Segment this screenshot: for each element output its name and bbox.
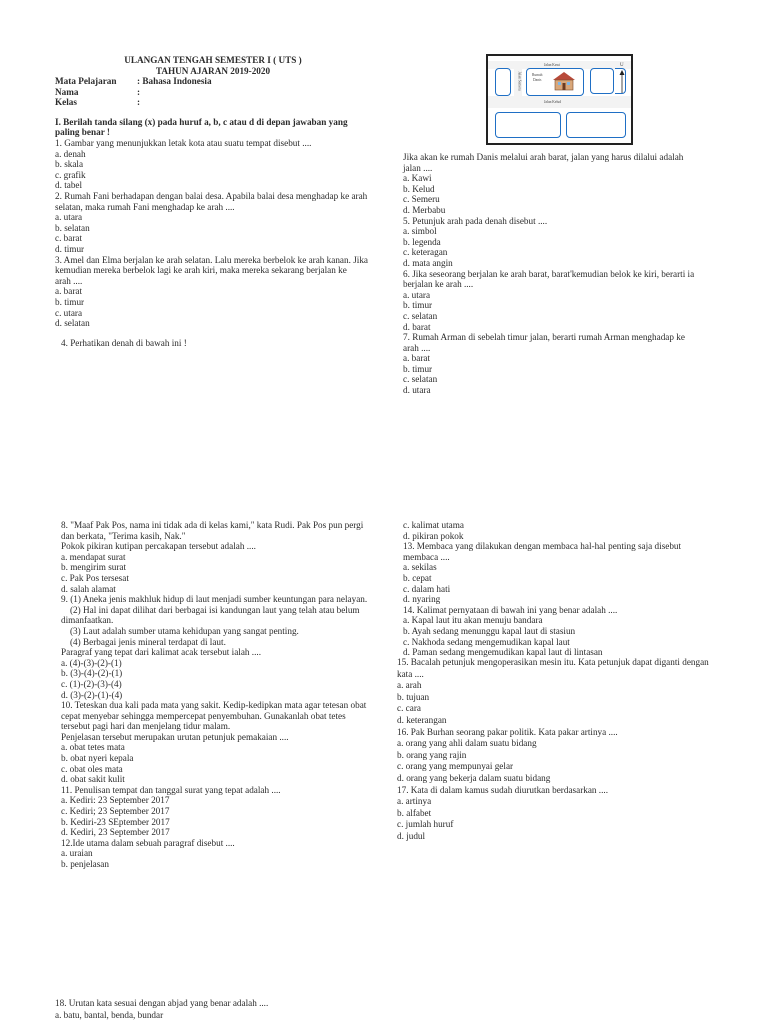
compass-arrow-icon <box>619 69 625 95</box>
block-bottom-left <box>495 112 561 138</box>
text-line: kata .... <box>397 668 424 679</box>
field-name <box>55 87 375 98</box>
option: c. jumlah huruf <box>397 819 454 830</box>
option: a. batu, bantal, benda, bundar <box>55 1009 164 1020</box>
field-value: : Bahasa Indonesia <box>137 76 212 87</box>
field-label: Mata Pelajaran <box>55 76 117 87</box>
road-mid-label: Jalan Kelud <box>544 100 562 104</box>
option: b. tujuan <box>397 691 430 702</box>
option: a. orang yang ahli dalam suatu bidang <box>397 738 537 749</box>
option: b. legenda <box>403 236 441 247</box>
text-line: arah .... <box>403 342 431 353</box>
house-label: Danis <box>533 78 542 82</box>
option: d. utara <box>403 385 431 396</box>
option: b. alfabet <box>397 807 432 818</box>
option: c. Nakhoda sedang mengemudikan kapal laut <box>403 636 570 647</box>
field-class <box>55 97 375 108</box>
text-line: 18. Urutan kata sesuai dengan abjad yang benar adalah .... <box>55 998 269 1008</box>
text-line: (3) Laut adalah sumber utama kehidupan yang sangat penting. <box>70 625 299 636</box>
option: d. mata angin <box>403 257 453 268</box>
questions-4-7 <box>403 152 694 396</box>
field-label: Nama <box>55 86 79 97</box>
text-line: 13. Membaca yang dilakukan dengan membaca hal-hal penting saja disebut <box>403 541 682 552</box>
text-line: arah .... <box>55 275 83 286</box>
map-figure <box>486 54 633 145</box>
text-line: (2) Hal ini dapat dilihat dari berbagai isi kandungan laut yang telah atau belum <box>70 604 360 615</box>
text-line: 17. Kata di dalam kamus sudah diurutkan berdasarkan .... <box>397 784 608 795</box>
exam-title: ULANGAN TENGAH SEMESTER I ( UTS ) <box>124 55 302 65</box>
text-line: 1. Gambar yang menunjukkan letak kota atau suatu tempat disebut .... <box>55 138 312 148</box>
option: b. timur <box>403 300 433 311</box>
text-line: cepat menyebar sehingga mempercepat penyembuhan. Gunakanlah obat tetes <box>61 710 346 721</box>
text-line: membaca .... <box>403 551 450 562</box>
text-line: dan berkata, "Terima kasih, Nak." <box>61 530 186 541</box>
field-value: : <box>137 86 141 97</box>
option: d. nyaring <box>403 594 441 605</box>
compass-label: U <box>620 63 624 68</box>
option: b. penjelasan <box>61 859 109 869</box>
text-line: selatan, maka rumah Fani menghadap ke arah .... <box>55 201 235 212</box>
option: c. orang yang mempunyai gelar <box>397 761 514 772</box>
option: a. obat tetes mata <box>61 742 125 753</box>
option: d. obat sakit kulit <box>61 774 125 785</box>
option: b. selatan <box>55 222 90 233</box>
text-line: 6. Jika seseorang berjalan ke arah barat, barat'kemudian belok ke kiri, berarti ia <box>403 268 695 279</box>
option: c. utara <box>55 307 83 318</box>
question-18 <box>55 998 268 1021</box>
block-bottom-right <box>566 112 626 138</box>
option: c. barat <box>55 233 83 244</box>
questions-15-17 <box>397 657 709 843</box>
road-left-label: Jalan Semeru <box>517 71 522 91</box>
option: a. Kapal laut itu akan menuju bandara <box>403 615 543 626</box>
option: d. timur <box>55 243 85 254</box>
text-line: 2. Rumah Fani berhadapan dengan balai desa. Apabila balai desa menghadap ke arah <box>55 190 368 201</box>
option: a. Kawi <box>403 173 432 184</box>
option: d. selatan <box>55 318 90 329</box>
house-icon <box>552 71 576 91</box>
option: a. utara <box>55 212 83 223</box>
block-top-right-1 <box>590 68 614 94</box>
option: c. selatan <box>403 374 438 385</box>
option: c. dalam hati <box>403 583 451 594</box>
text-line: kemudian mereka berbelok lagi ke arah kiri, maka mereka sekarang berjalan ke <box>55 265 347 276</box>
option: c. Pak Pos tersesat <box>61 572 129 583</box>
option: b. (3)-(4)-(2)-(1) <box>61 668 123 679</box>
block-top-left <box>495 68 511 96</box>
option: a. mendapat surat <box>61 551 126 562</box>
text-line: 3. Amel dan Elma berjalan ke arah selatan. Lalu mereka berbelok ke arah kanan. Jika <box>55 254 369 265</box>
option: b. Ayah sedang menunggu kapal laut di stasiun <box>403 625 576 636</box>
option: a. simbol <box>403 226 437 237</box>
option: c. keteragan <box>403 247 448 258</box>
exam-year: TAHUN AJARAN 2019-2020 <box>155 65 271 76</box>
option: a. barat <box>403 353 431 364</box>
option: b. Kediri-23 SEptember 2017 <box>61 816 170 827</box>
text-line: dimanfaatkan. <box>61 615 114 626</box>
option: c. obat oles mata <box>61 763 123 774</box>
option: d. salah alamat <box>61 583 116 594</box>
text-line: Paragraf yang tepat dari kalimat acak tersebut ialah .... <box>61 647 261 658</box>
text-line: 15. Bacalah petunjuk mengoperasikan mesin itu. Kata petunjuk dapat diganti dengan <box>397 657 709 667</box>
option: d. orang yang bekerja dalam suatu bidang <box>397 772 551 783</box>
house-label: Rumah <box>532 73 543 77</box>
text-line: jalan .... <box>403 162 433 173</box>
option: b. skala <box>55 159 84 170</box>
option: b. mengirim surat <box>61 562 127 573</box>
option: b. timur <box>403 363 433 374</box>
text-line: 8. "Maaf Pak Pos, nama ini tidak ada di kelas kami," kata Rudi. Pak Pos pun pergi <box>61 520 364 530</box>
option: c. grafik <box>55 169 86 180</box>
text-line: berjalan ke arah .... <box>403 279 474 290</box>
option: b. cepat <box>403 572 432 583</box>
option: d. keterangan <box>397 714 447 725</box>
option: d. tabel <box>55 180 83 191</box>
option: a. (4)-(3)-(2)-(1) <box>61 657 122 668</box>
option: b. timur <box>55 296 85 307</box>
questions-13-14 <box>403 520 681 658</box>
instruction: I. Berilah tanda silang (x) pada huruf a, b, c atau d di depan jawaban yang paling benar ! <box>55 117 348 137</box>
option: a. denah <box>55 148 86 159</box>
road-top-label: Jalan Kawi <box>544 63 561 67</box>
option: d. (3)-(2)-(1)-(4) <box>61 689 123 700</box>
option: d. judul <box>397 830 426 841</box>
field-label: Kelas <box>55 97 77 108</box>
option: a. Kediri: 23 September 2017 <box>61 795 170 806</box>
option: c. cara <box>397 703 421 714</box>
option: a. arah <box>397 680 422 691</box>
text-line: (4) Berbagai jenis mineral terdapat di laut. <box>70 636 226 647</box>
questions-8-12 <box>61 520 367 870</box>
option: a. barat <box>55 286 83 297</box>
text-line: 16. Pak Burhan seorang pakar politik. Kata pakar artinya .... <box>397 726 618 737</box>
text-line: 7. Rumah Arman di sebelah timur jalan, berarti rumah Arman menghadap ke <box>403 332 685 343</box>
text-line: 5. Petunjuk arah pada denah disebut .... <box>403 215 548 226</box>
option: c. (1)-(2)-(3)-(4) <box>61 678 122 689</box>
option: c. Kediri; 23 September 2017 <box>61 806 170 817</box>
option: d. Paman sedang mengemudikan kapal laut di lintasan <box>403 647 603 658</box>
text-line: 12.Ide utama dalam sebuah paragraf disebut .... <box>61 837 235 848</box>
option: d. Merbabu <box>403 204 446 215</box>
option: b. Kelud <box>403 183 435 194</box>
text-line: tersebut pagi hari dan menjelang tidur malam. <box>61 721 231 732</box>
option: b. obat nyeri kepala <box>61 753 134 764</box>
option: c. Semeru <box>403 194 440 205</box>
field-subject <box>55 76 375 87</box>
option: c. kalimat utama <box>403 520 464 530</box>
field-value: : <box>137 97 141 108</box>
text-line: Penjelasan tersebut merupakan urutan petunjuk pemakaian .... <box>61 731 289 742</box>
question-4: 4. Perhatikan denah di bawah ini ! <box>61 338 187 348</box>
questions-1-3 <box>55 138 368 329</box>
text-line: 10. Teteskan dua kali pada mata yang sakit. Kedip-kedipkan mata agar tetesan obat <box>61 700 367 711</box>
option: d. barat <box>403 321 431 332</box>
option: b. orang yang rajin <box>397 749 467 760</box>
option: a. uraian <box>61 848 93 859</box>
option: a. artinya <box>397 796 432 807</box>
text-line: Jika akan ke rumah Danis melalui arah barat, jalan yang harus dilalui adalah <box>403 152 684 162</box>
option: d. pikiran pokok <box>403 530 464 541</box>
text-line: 9. (1) Aneka jenis makhluk hidup di laut menjadi sumber keuntungan para nelayan. <box>61 594 368 605</box>
exam-header <box>55 55 375 108</box>
option: c. selatan <box>403 310 438 321</box>
text-line: 11. Penulisan tempat dan tanggal surat yang tepat adalah .... <box>61 784 281 795</box>
option: d. Kediri, 23 September 2017 <box>61 827 170 838</box>
option: a. sekilas <box>403 562 437 573</box>
text-line: Pokok pikiran kutipan percakapan tersebut adalah .... <box>61 541 256 552</box>
option: a. utara <box>403 289 431 300</box>
text-line: 14. Kalimat pernyataan di bawah ini yang benar adalah .... <box>403 604 618 615</box>
